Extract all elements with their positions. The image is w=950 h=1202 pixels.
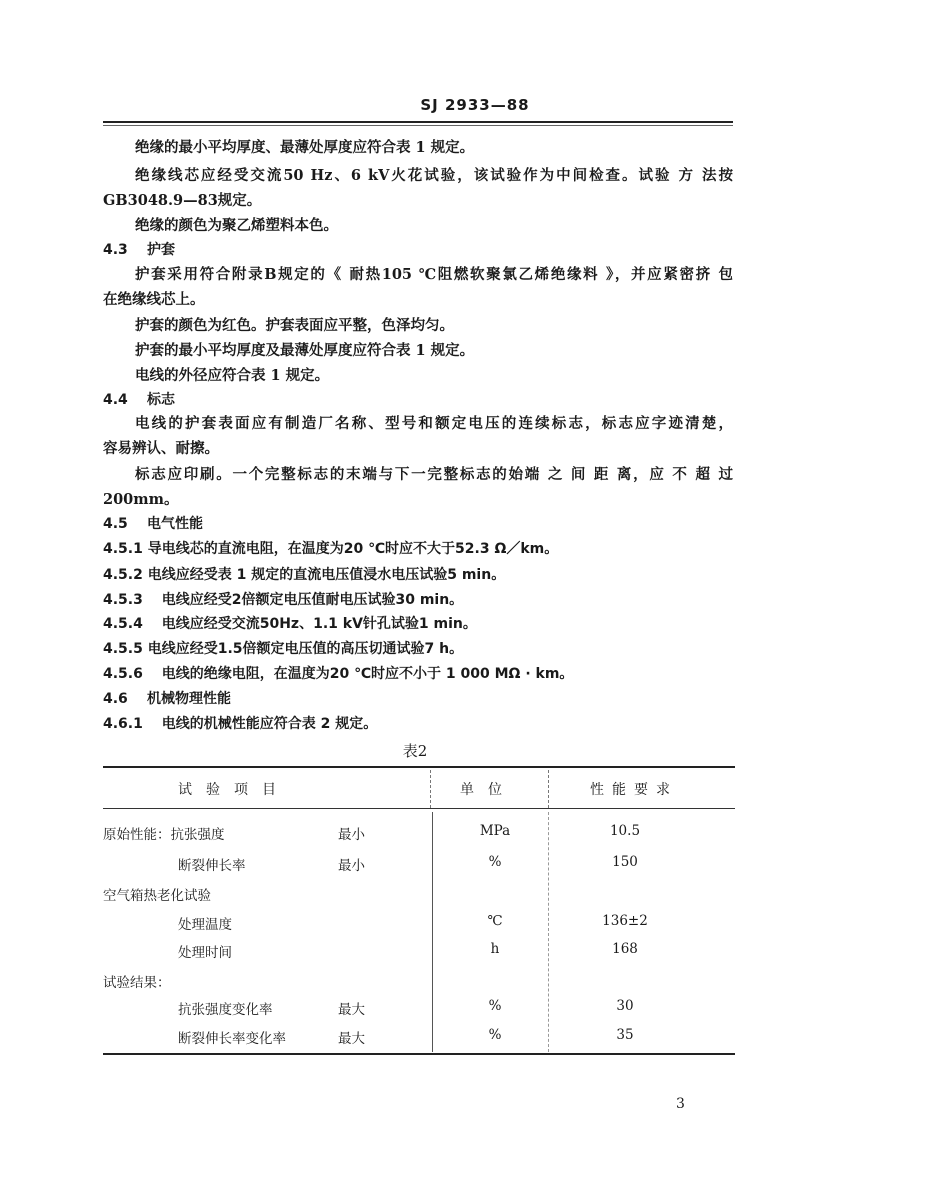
table-header-requirement: 性能要求 <box>590 782 678 798</box>
table-cell-item: 处理时间 <box>178 945 232 961</box>
section-heading-4-5 <box>103 514 203 534</box>
paragraph-spark-test-cont: GB3048.9—83规定。 <box>103 192 262 209</box>
section-heading-4-6 <box>103 689 231 709</box>
paragraph-sheath-color: 护套的颜色为红色。护套表面应平整，色泽均匀。 <box>135 317 454 334</box>
paragraph-marking-spacing-cont: 200mm。 <box>103 491 179 508</box>
paragraph-insulation-color: 绝缘的颜色为聚乙烯塑料本色。 <box>135 217 338 234</box>
table-cell-unit: h <box>490 941 500 957</box>
table-cell-value: 150 <box>612 854 638 870</box>
paragraph-sheath-thickness: 护套的最小平均厚度及最薄处厚度应符合表 1 规定。 <box>135 342 475 359</box>
section-title: 护套 <box>147 242 175 258</box>
table-title: 表2 <box>402 742 428 760</box>
paragraph-sheath-material: 护套采用符合附录B规定的《 耐热105 ℃阻燃软聚氯乙烯绝缘料 》，并应紧密挤 包 <box>135 266 733 283</box>
clause-4-6-1: 4.6.1 电线的机械性能应符合表 2 规定。 <box>103 716 378 732</box>
clause-4-5-3: 4.5.3 电线应经受2倍额定电压值耐电压试验30 min。 <box>103 592 464 608</box>
paragraph-marking-spacing: 标志应印刷。一个完整标志的末端与下一完整标志的始端 之 间 距 离，应 不 超 过 <box>135 466 733 483</box>
table-cell-unit: ℃ <box>487 913 503 929</box>
table-top-rule <box>103 766 735 768</box>
header-rule-thin <box>103 125 733 126</box>
paragraph-sheath-material-cont: 在绝缘线芯上。 <box>103 291 205 308</box>
paragraph-marking: 电线的护套表面应有制造厂名称、型号和额定电压的连续标志，标志应字迹清楚， <box>135 415 733 432</box>
table-cell-condition: 最小 <box>338 827 365 843</box>
table-cell-item: 空气箱热老化试验 <box>103 888 211 904</box>
section-title: 机械物理性能 <box>147 691 231 707</box>
table-cell-value: 168 <box>612 941 638 957</box>
table-cell-item: 抗张强度变化率 <box>178 1002 273 1018</box>
table-cell-condition: 最大 <box>338 1031 365 1047</box>
clause-4-5-4: 4.5.4 电线应经受交流50Hz、1.1 kV针孔试验1 min。 <box>103 616 477 632</box>
table-cell-unit: % <box>488 998 502 1014</box>
table-divider <box>430 770 431 808</box>
clause-4-5-1: 4.5.1 导电线芯的直流电阻，在温度为20 ℃时应不大于52.3 Ω／km。 <box>103 541 559 557</box>
section-title: 电气性能 <box>147 516 203 532</box>
section-number: 4.6 <box>103 691 128 707</box>
section-title: 标志 <box>147 392 175 408</box>
table-divider <box>548 812 549 1052</box>
standard-code: SJ 2933—88 <box>420 96 530 114</box>
table-cell-item: 试验结果： <box>103 975 171 991</box>
section-heading-4-4 <box>103 390 175 410</box>
table-bottom-rule <box>103 1053 735 1055</box>
table-cell-value: 30 <box>616 998 634 1014</box>
table-cell-item: 处理温度 <box>178 917 232 933</box>
paragraph-outer-diameter: 电线的外径应符合表 1 规定。 <box>135 367 330 384</box>
table-cell-item: 原始性能：抗张强度 <box>103 827 225 843</box>
table-cell-condition: 最小 <box>338 858 365 874</box>
table-cell-unit: % <box>488 854 502 870</box>
section-heading-4-3 <box>103 240 175 260</box>
section-number: 4.4 <box>103 392 128 408</box>
table-cell-condition: 最大 <box>338 1002 365 1018</box>
section-number: 4.3 <box>103 242 128 258</box>
table-divider <box>432 812 433 1052</box>
clause-4-5-6: 4.5.6 电线的绝缘电阻，在温度为20 ℃时应不小于 1 000 MΩ · km。 <box>103 666 574 682</box>
table-header-item: 试验项目 <box>178 782 290 798</box>
table-cell-item: 断裂伸长率 <box>178 858 246 874</box>
header-rule <box>103 121 733 123</box>
section-number: 4.5 <box>103 516 128 532</box>
table-cell-value: 35 <box>616 1027 634 1043</box>
table-header-rule <box>103 808 735 809</box>
paragraph-spark-test: 绝缘线芯应经受交流50 Hz、6 kV火花试验，该试验作为中间检查。试验 方 法按 <box>135 167 733 184</box>
table-cell-item: 断裂伸长率变化率 <box>178 1031 286 1047</box>
table-cell-unit: MPa <box>479 823 511 839</box>
clause-4-5-5: 4.5.5 电线应经受1.5倍额定电压值的高压切通试验7 h。 <box>103 641 464 657</box>
paragraph-insulation-thickness: 绝缘的最小平均厚度、最薄处厚度应符合表 1 规定。 <box>135 139 475 156</box>
table-cell-value: 10.5 <box>609 823 641 839</box>
table-header-unit: 单位 <box>460 782 516 798</box>
paragraph-marking-cont: 容易辨认、耐擦。 <box>103 440 219 457</box>
table-cell-unit: % <box>488 1027 502 1043</box>
page-number: 3 <box>676 1096 685 1112</box>
table-cell-value: 136±2 <box>602 913 648 929</box>
table-divider <box>548 770 549 808</box>
clause-4-5-2: 4.5.2 电线应经受表 1 规定的直流电压值浸水电压试验5 min。 <box>103 567 506 583</box>
